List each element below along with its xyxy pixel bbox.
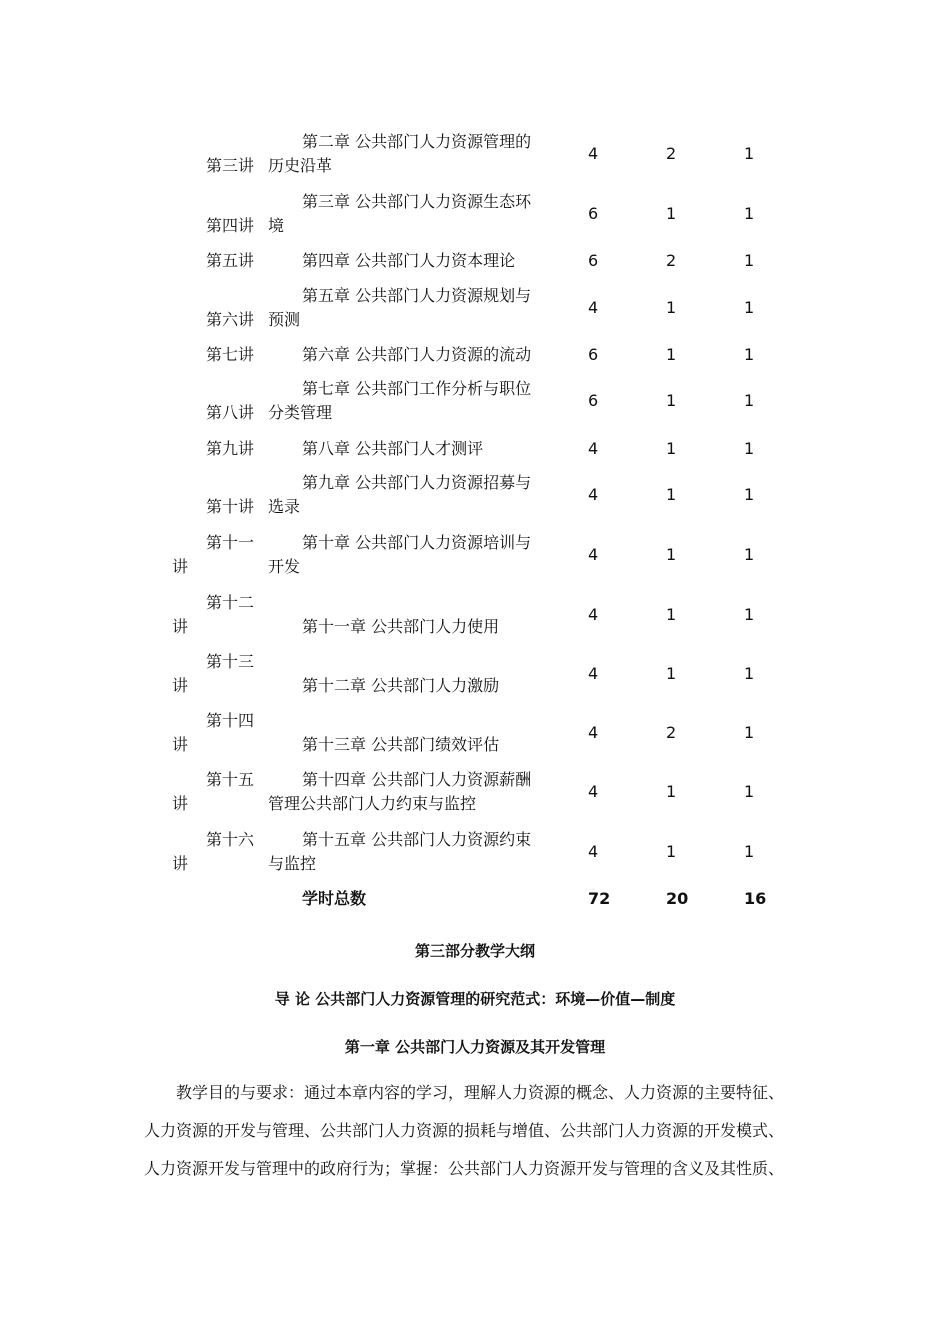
chapter-title: 第五章 公共部门人力资源规划与: [302, 286, 532, 305]
discussion-hours: 1: [666, 485, 677, 504]
lecture-label: 讲: [172, 854, 189, 873]
lecture-label: 第八讲: [206, 403, 255, 422]
discussion-hours: 2: [666, 723, 677, 742]
paragraph-line-1: 教学目的与要求：通过本章内容的学习，理解人力资源的概念、人力资源的主要特征、: [176, 1083, 785, 1102]
chapter-title: 第三章 公共部门人力资源生态环: [302, 192, 532, 211]
chapter-title: 第十章 公共部门人力资源培训与: [302, 533, 532, 552]
discussion-hours: 1: [666, 298, 677, 317]
other-hours: 1: [744, 545, 755, 564]
other-hours: 1: [744, 485, 755, 504]
lecture-hours: 4: [588, 723, 599, 742]
lecture-label: 讲: [172, 676, 189, 695]
lecture-hours: 4: [588, 144, 599, 163]
lecture-label: 第十三: [206, 652, 255, 671]
total-other-hours: 16: [744, 889, 767, 908]
lecture-label: 第十二: [206, 593, 255, 612]
lecture-hours: 4: [588, 545, 599, 564]
discussion-hours: 1: [666, 605, 677, 624]
lecture-label: 第十六: [206, 830, 255, 849]
chapter-title: 预测: [268, 310, 301, 329]
chapter-title: 分类管理: [268, 403, 333, 422]
paragraph-line-3: 人力资源开发与管理中的政府行为；掌握：公共部门人力资源开发与管理的含义及其性质、: [144, 1159, 785, 1178]
chapter-title: 境: [268, 216, 285, 235]
lecture-hours: 4: [588, 664, 599, 683]
other-hours: 1: [744, 723, 755, 742]
chapter-title: 第十一章 公共部门人力使用: [302, 617, 500, 636]
other-hours: 1: [744, 782, 755, 801]
chapter-title: 历史沿革: [268, 156, 333, 175]
discussion-hours: 1: [666, 345, 677, 364]
other-hours: 1: [744, 439, 755, 458]
lecture-hours: 4: [588, 439, 599, 458]
lecture-hours: 6: [588, 251, 599, 270]
other-hours: 1: [744, 298, 755, 317]
chapter-title: 第六章 公共部门人力资源的流动: [302, 345, 532, 364]
discussion-hours: 2: [666, 251, 677, 270]
lecture-hours: 4: [588, 842, 599, 861]
chapter-title: 第九章 公共部门人力资源招募与: [302, 473, 532, 492]
discussion-hours: 1: [666, 439, 677, 458]
lecture-label: 第四讲: [206, 216, 255, 235]
discussion-hours: 1: [666, 782, 677, 801]
total-label: 学时总数: [302, 889, 367, 908]
lecture-hours: 4: [588, 298, 599, 317]
lecture-label: 讲: [172, 794, 189, 813]
chapter-title: 第二章 公共部门人力资源管理的: [302, 132, 532, 151]
lecture-hours: 4: [588, 605, 599, 624]
lecture-label: 第七讲: [206, 345, 255, 364]
discussion-hours: 1: [666, 391, 677, 410]
lecture-label: 第十讲: [206, 497, 255, 516]
discussion-hours: 1: [666, 664, 677, 683]
total-lecture-hours: 72: [588, 889, 611, 908]
lecture-label: 第十四: [206, 711, 255, 730]
other-hours: 1: [744, 842, 755, 861]
lecture-hours: 6: [588, 391, 599, 410]
chapter-title: 第十五章 公共部门人力资源约束: [302, 830, 532, 849]
chapter-title: 第八章 公共部门人才测评: [302, 439, 484, 458]
discussion-hours: 2: [666, 144, 677, 163]
lecture-label: 第六讲: [206, 310, 255, 329]
lecture-hours: 4: [588, 485, 599, 504]
chapter-title: 第十三章 公共部门绩效评估: [302, 735, 500, 754]
lecture-label: 第五讲: [206, 251, 255, 270]
chapter-title: 第七章 公共部门工作分析与职位: [302, 379, 532, 398]
chapter-heading: 第一章 公共部门人力资源及其开发管理: [344, 1038, 606, 1056]
total-discussion-hours: 20: [666, 889, 689, 908]
lecture-label: 讲: [172, 557, 189, 576]
lecture-label: 第三讲: [206, 156, 255, 175]
intro-heading: 导 论 公共部门人力资源管理的研究范式：环境—价值—制度: [274, 990, 676, 1008]
discussion-hours: 1: [666, 545, 677, 564]
chapter-title: 第十四章 公共部门人力资源薪酬: [302, 770, 532, 789]
paragraph-line-2: 人力资源的开发与管理、公共部门人力资源的损耗与增值、公共部门人力资源的开发模式、: [144, 1121, 785, 1140]
lecture-label: 讲: [172, 617, 189, 636]
chapter-title: 第四章 公共部门人力资本理论: [302, 251, 516, 270]
discussion-hours: 1: [666, 842, 677, 861]
other-hours: 1: [744, 605, 755, 624]
discussion-hours: 1: [666, 204, 677, 223]
chapter-title: 与监控: [268, 854, 317, 873]
lecture-hours: 6: [588, 204, 599, 223]
lecture-label: 第十五: [206, 770, 255, 789]
other-hours: 1: [744, 391, 755, 410]
lecture-label: 第九讲: [206, 439, 255, 458]
part-heading: 第三部分教学大纲: [414, 942, 535, 960]
other-hours: 1: [744, 204, 755, 223]
chapter-title: 管理公共部门人力约束与监控: [268, 794, 477, 813]
lecture-label: 第十一: [206, 533, 255, 552]
lecture-hours: 6: [588, 345, 599, 364]
other-hours: 1: [744, 144, 755, 163]
chapter-title: 选录: [268, 497, 301, 516]
chapter-title: 第十二章 公共部门人力激励: [302, 676, 500, 695]
other-hours: 1: [744, 664, 755, 683]
lecture-label: 讲: [172, 735, 189, 754]
lecture-hours: 4: [588, 782, 599, 801]
other-hours: 1: [744, 251, 755, 270]
chapter-title: 开发: [268, 557, 301, 576]
other-hours: 1: [744, 345, 755, 364]
